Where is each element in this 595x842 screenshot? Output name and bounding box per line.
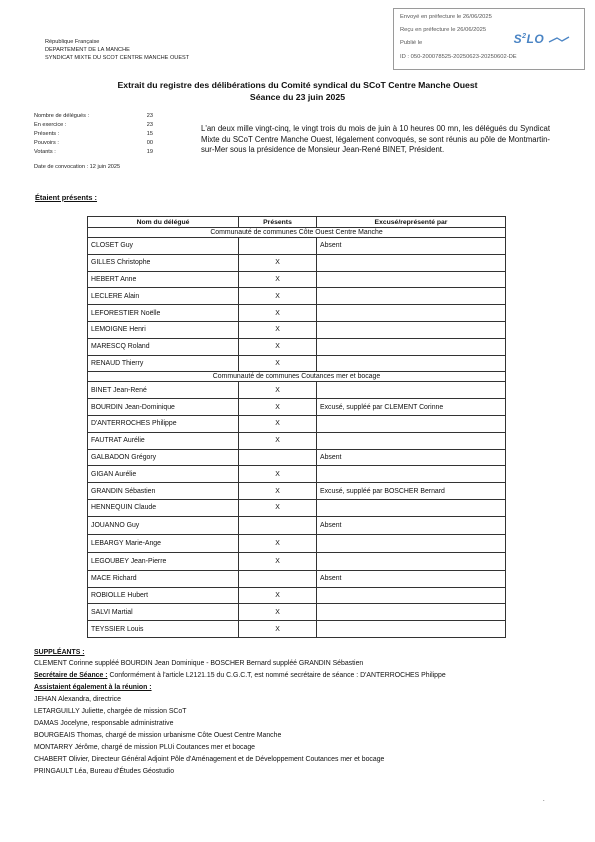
attendance-table — [87, 216, 506, 638]
excused-note: Absent — [317, 570, 506, 587]
excused-note — [317, 415, 506, 432]
present-mark: X — [239, 305, 317, 322]
stamp-sent-line: Envoyé en préfecture le 26/06/2025 — [400, 14, 492, 20]
prefecture-stamp — [393, 8, 585, 70]
delegate-name: JOUANNO Guy — [88, 516, 239, 534]
table-row — [88, 534, 506, 552]
logo-swoosh-icon — [548, 36, 570, 44]
present-mark: X — [239, 432, 317, 449]
stat-value: 15 — [146, 131, 153, 137]
table-row — [88, 483, 506, 500]
excused-note — [317, 254, 506, 271]
table-row — [88, 321, 506, 338]
stamp-published-line: Publié le — [400, 40, 423, 46]
stat-value: 00 — [146, 140, 153, 146]
excused-note: Excusé, suppléé par BOSCHER Bernard — [317, 483, 506, 500]
delegate-name: LEMOIGNE Henri — [88, 321, 239, 338]
secretary-text: Conformément à l'article L2121.15 du C.G.C.T, est nommé secrétaire de séance : D'ANTERROCHES Philippe — [107, 672, 446, 679]
table-row — [88, 382, 506, 399]
delegate-name: LEBARGY Marie-Ange — [88, 534, 239, 552]
excused-note — [317, 305, 506, 322]
document-title: Extrait du registre des délibérations du Comité syndical du SCoT Centre Manche Ouest — [117, 80, 478, 90]
present-mark: X — [239, 382, 317, 399]
present-mark: X — [239, 534, 317, 552]
present-mark: X — [239, 552, 317, 570]
delegate-name: BOURDIN Jean-Dominique — [88, 399, 239, 416]
present-mark: X — [239, 338, 317, 355]
excused-note — [317, 621, 506, 638]
table-row — [88, 432, 506, 449]
group-row — [88, 372, 506, 382]
present-mark: X — [239, 499, 317, 516]
stat-value: 19 — [146, 149, 153, 155]
stat-label: Pouvoirs : — [34, 140, 59, 146]
assistant-item: LETARGUILLY Juliette, chargée de mission SCoT — [34, 708, 187, 715]
excused-note — [317, 382, 506, 399]
present-mark: X — [239, 288, 317, 305]
present-mark — [239, 238, 317, 255]
excused-note — [317, 288, 506, 305]
present-mark: X — [239, 271, 317, 288]
excused-note — [317, 552, 506, 570]
group-label: Communauté de communes Côte Ouest Centre Manche — [88, 228, 506, 238]
delegate-name: FAUTRAT Aurélie — [88, 432, 239, 449]
s2lo-logo: $S^2LO$ — [514, 32, 570, 46]
table-row — [88, 254, 506, 271]
assistant-item: MONTARRY Jérôme, chargé de mission PLUi Coutances mer et bocage — [34, 744, 255, 751]
present-mark: X — [239, 415, 317, 432]
excused-note — [317, 338, 506, 355]
table-row — [88, 449, 506, 466]
present-mark: X — [239, 587, 317, 604]
excused-note: Excusé, suppléé par CLEMENT Corinne — [317, 399, 506, 416]
table-row — [88, 288, 506, 305]
excused-note — [317, 432, 506, 449]
excused-note — [317, 534, 506, 552]
assistant-item: PRINGAULT Léa, Bureau d'Études Géostudio — [34, 768, 175, 775]
intro-paragraph: L'an deux mille vingt-cinq, le vingt trois du mois de juin à 10 heures 00 mn, les délégués du Syndicat Mixte du SCoT Centre Manche Ouest, légalement convoqués, se sont réunis au pôle de Montmartin-sur-Mer sous la présidence de Monsieur Jean-René BINET, Président. — [201, 124, 550, 155]
present-mark: X — [239, 604, 317, 621]
excused-note — [317, 604, 506, 621]
stamp-received-line: Reçu en préfecture le 26/06/2025 — [400, 27, 487, 33]
delegate-name: HENNEQUIN Claude — [88, 499, 239, 516]
delegate-name: LECLERE Alain — [88, 288, 239, 305]
present-mark: X — [239, 254, 317, 271]
table-row — [88, 570, 506, 587]
table-row — [88, 604, 506, 621]
table-row — [88, 355, 506, 372]
stat-label: Nombre de délégués : — [34, 113, 90, 119]
present-mark: X — [239, 399, 317, 416]
secretary-heading: Secrétaire de Séance : — [34, 672, 108, 679]
excused-note — [317, 271, 506, 288]
excused-note: Absent — [317, 516, 506, 534]
table-row — [88, 466, 506, 483]
stamp-id-line: ID : 050-200078525-20250623-20250602-DE — [400, 54, 517, 60]
syndicat-label: SYNDICAT MIXTE DU SCOT CENTRE MANCHE OUEST — [45, 55, 190, 61]
table-row — [88, 305, 506, 322]
table-row — [88, 587, 506, 604]
table-row — [88, 238, 506, 255]
table-row — [88, 399, 506, 416]
delegate-name: MACE Richard — [88, 570, 239, 587]
stat-value: 23 — [146, 122, 153, 128]
delegate-name: LEGOUBEY Jean-Pierre — [88, 552, 239, 570]
table-row — [88, 516, 506, 534]
stat-value: 23 — [146, 113, 153, 119]
stat-label: En exercice : — [34, 122, 67, 128]
secretary-line — [34, 672, 446, 679]
present-mark: X — [239, 466, 317, 483]
table-row — [88, 415, 506, 432]
header-present: Présents — [239, 217, 317, 228]
excused-note — [317, 321, 506, 338]
presents-heading: Étaient présents : — [35, 193, 98, 202]
present-mark: X — [239, 621, 317, 638]
convocation-date: Date de convocation : 12 juin 2025 — [34, 164, 121, 170]
department-label: DEPARTEMENT DE LA MANCHE — [45, 47, 130, 53]
header-excused: Excusé/représenté par — [317, 217, 506, 228]
header-name: Nom du délégué — [88, 217, 239, 228]
excused-note — [317, 355, 506, 372]
group-row — [88, 228, 506, 238]
present-mark: X — [239, 483, 317, 500]
delegate-name: TEYSSIER Louis — [88, 621, 239, 638]
excused-note — [317, 587, 506, 604]
stat-label: Présents : — [34, 131, 60, 137]
table-row — [88, 552, 506, 570]
delegate-name: HEBERT Anne — [88, 271, 239, 288]
delegate-name: LEFORESTIER Noëlle — [88, 305, 239, 322]
table-row — [88, 499, 506, 516]
delegate-name: GALBADON Grégory — [88, 449, 239, 466]
delegate-name: MARESCQ Roland — [88, 338, 239, 355]
table-row — [88, 271, 506, 288]
delegate-name: RENAUD Thierry — [88, 355, 239, 372]
group-label: Communauté de communes Coutances mer et bocage — [88, 372, 506, 382]
suppleants-heading: SUPPLÉANTS : — [34, 649, 85, 656]
delegate-name: GILLES Christophe — [88, 254, 239, 271]
stat-label: Votants : — [34, 149, 56, 155]
assistant-item: BOURGEAIS Thomas, chargé de mission urbanisme Côte Ouest Centre Manche — [34, 732, 282, 739]
excused-note — [317, 466, 506, 483]
present-mark: X — [239, 321, 317, 338]
present-mark: X — [239, 355, 317, 372]
delegate-name: ROBIOLLE Hubert — [88, 587, 239, 604]
republic-label: République Française — [45, 39, 100, 45]
assistant-item: DAMAS Jocelyne, responsable administrative — [34, 720, 174, 727]
present-mark — [239, 516, 317, 534]
delegate-name: D'ANTERROCHES Philippe — [88, 415, 239, 432]
present-mark — [239, 449, 317, 466]
excused-note: Absent — [317, 238, 506, 255]
delegate-name: CLOSET Guy — [88, 238, 239, 255]
table-header-row — [88, 217, 506, 228]
assistants-heading: Assistaient également à la réunion : — [34, 684, 152, 691]
table-row — [88, 621, 506, 638]
session-date-title: Séance du 23 juin 2025 — [249, 92, 346, 102]
suppleants-text: CLEMENT Corinne suppléé BOURDIN Jean Dominique - BOSCHER Bernard suppléé GRANDIN Sébastien — [34, 660, 364, 667]
excused-note — [317, 499, 506, 516]
assistant-item: JEHAN Alexandra, directrice — [34, 696, 121, 703]
assistant-item: CHABERT Olivier, Directeur Général Adjoint Pôle d'Aménagement et de Développement Coutances mer et bocage — [34, 756, 385, 763]
delegate-name: GRANDIN Sébastien — [88, 483, 239, 500]
table-row — [88, 338, 506, 355]
present-mark — [239, 570, 317, 587]
page-mark: . — [543, 797, 545, 803]
delegate-name: BINET Jean-René — [88, 382, 239, 399]
delegate-name: SALVI Martial — [88, 604, 239, 621]
delegate-name: GIGAN Aurélie — [88, 466, 239, 483]
excused-note: Absent — [317, 449, 506, 466]
